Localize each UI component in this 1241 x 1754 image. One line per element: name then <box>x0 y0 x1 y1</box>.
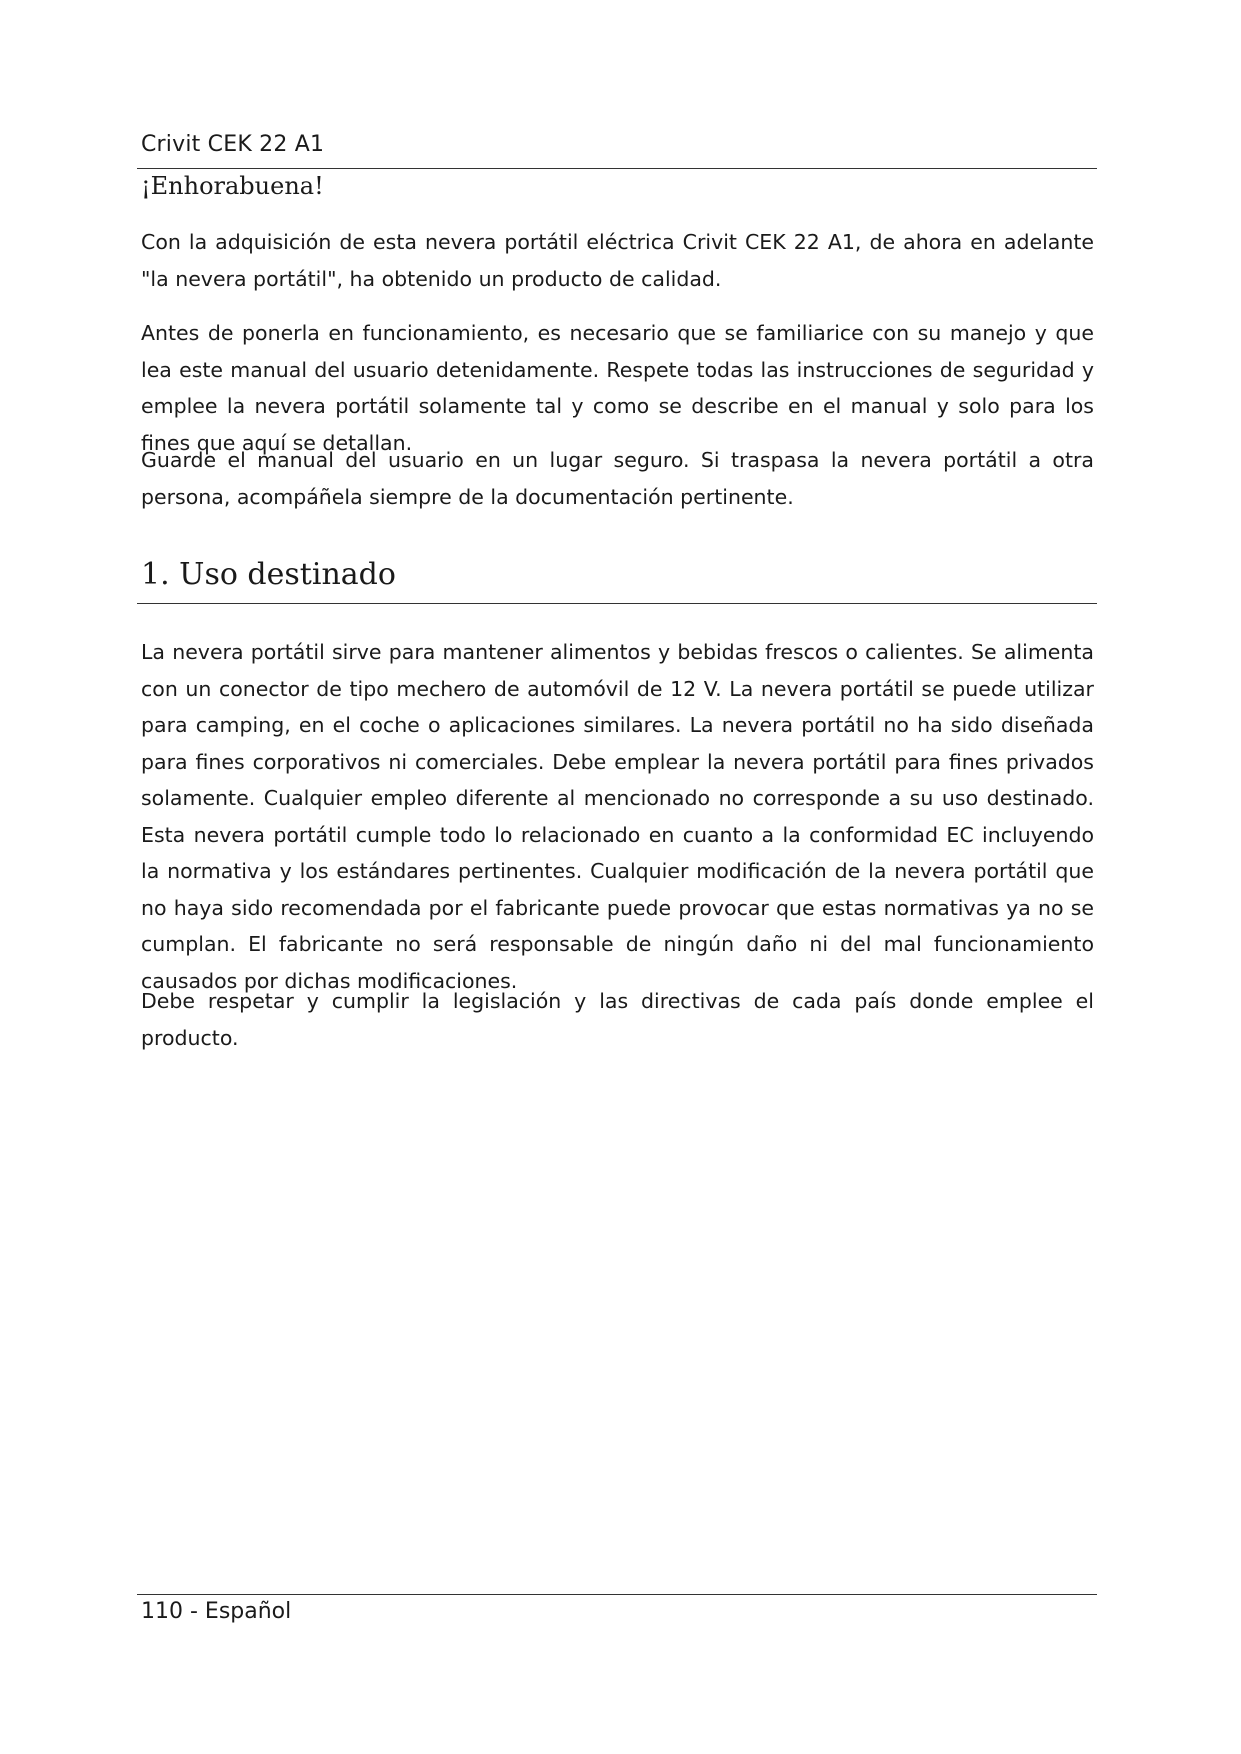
footer-divider <box>137 1594 1097 1595</box>
greeting-heading: ¡Enhorabuena! <box>141 172 324 200</box>
section-heading: 1. Uso destinado <box>141 557 396 592</box>
header-divider <box>137 168 1097 169</box>
intro-paragraph: Antes de ponerla en funcionamiento, es necesario que se familiarice con su manejo y que lea este manual del usuario detenidamente. Respete todas las instrucciones de seguridad y emplee la nevera portátil solamente tal y como se describe en el manual y solo para los fines que aquí se detallan. <box>141 321 1094 455</box>
page-header-title: Crivit CEK 22 A1 <box>141 132 325 157</box>
intro-paragraph: Guarde el manual del usuario en un lugar seguro. Si traspasa la nevera portátil a otra persona, acompáñela siempre de la documentación pertinente. <box>141 448 1094 509</box>
section-paragraph: Debe respetar y cumplir la legislación y las directivas de cada país donde emplee el producto. <box>141 989 1094 1050</box>
intro-paragraph: Con la adquisición de esta nevera portátil eléctrica Crivit CEK 22 A1, de ahora en adelante "la nevera portátil", ha obtenido un producto de calidad. <box>141 230 1094 291</box>
section-divider <box>137 603 1097 604</box>
section-paragraph: La nevera portátil sirve para mantener alimentos y bebidas frescos o calientes. Se alimenta con un conector de tipo mechero de automóvil de 12 V. La nevera portátil se puede utilizar para camping, en el coche o aplicaciones similares. La nevera portátil no ha sido diseñada para fines corporativos ni comerciales. Debe emplear la nevera portátil para fines privados solamente. Cualquier empleo diferente al mencionado no corresponde a su uso destinado. Esta nevera portátil cumple todo lo relacionado en cuanto a la conformidad EC incluyendo la normativa y los estándares pertinentes. Cualquier modificación de la nevera portátil que no haya sido recomendada por el fabricante puede provocar que estas normativas ya no se cumplan. El fabricante no será responsable de ningún daño ni del mal funcionamiento causados por dichas modificaciones. <box>141 640 1094 993</box>
page-footer: 110 - Español <box>141 1599 292 1624</box>
